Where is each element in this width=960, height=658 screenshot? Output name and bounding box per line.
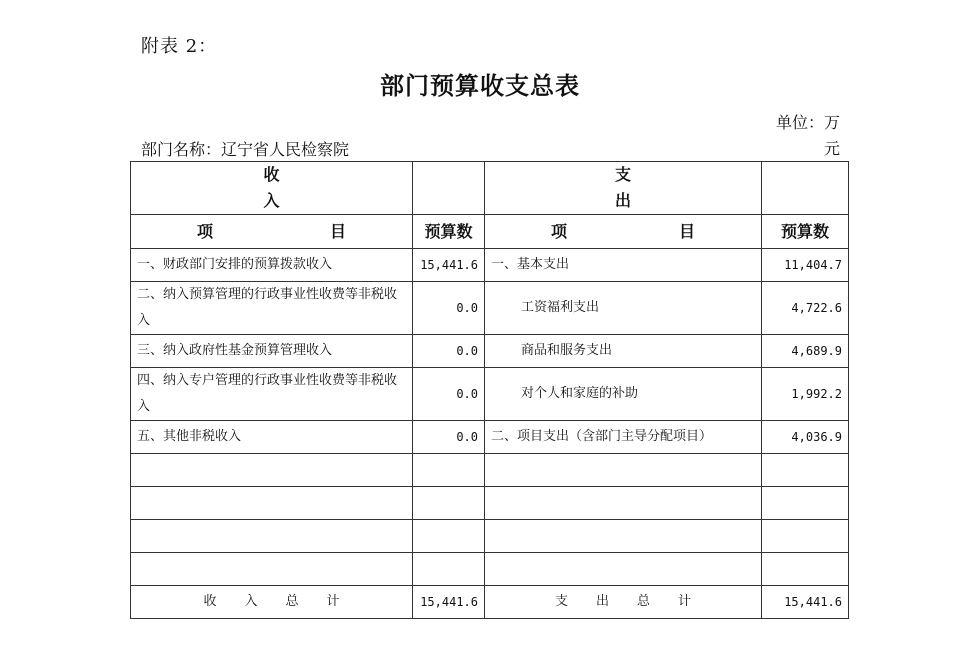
table-row	[131, 249, 849, 282]
income-value: 0.0	[413, 335, 485, 368]
expense-value: 4,722.6	[762, 282, 849, 335]
expense-budget-column-header: 预算数	[762, 215, 849, 249]
income-value: 0.0	[413, 282, 485, 335]
expense-item: 商品和服务支出	[485, 335, 762, 368]
expense-value: 1,992.2	[762, 368, 849, 421]
income-value: 15,441.6	[413, 249, 485, 282]
expense-total-value: 15,441.6	[762, 586, 849, 619]
table-row	[131, 368, 849, 421]
page-title: 部门预算收支总表	[380, 71, 580, 100]
attachment-label: 附表 2：	[141, 36, 218, 57]
expense-header: 支 出	[485, 162, 762, 215]
income-value: 0.0	[413, 421, 485, 454]
table-row	[131, 421, 849, 454]
column-header-row	[131, 215, 849, 249]
income-item: 三、纳入政府性基金预算管理收入	[131, 335, 413, 368]
expense-total-label: 支 出 总 计	[485, 586, 762, 619]
income-header: 收 入	[131, 162, 413, 215]
expense-item: 工资福利支出	[485, 282, 762, 335]
income-value: 0.0	[413, 368, 485, 421]
expense-item-column-header: 项 目	[485, 215, 762, 249]
budget-table	[130, 161, 849, 619]
empty-row	[131, 520, 849, 553]
income-item: 一、财政部门安排的预算拨款收入	[131, 249, 413, 282]
expense-value: 4,036.9	[762, 421, 849, 454]
expense-header-blank	[762, 162, 849, 215]
income-item: 二、纳入预算管理的行政事业性收费等非税收入	[131, 282, 413, 335]
income-item: 四、纳入专户管理的行政事业性收费等非税收入	[131, 368, 413, 421]
income-total-label: 收 入 总 计	[131, 586, 413, 619]
income-budget-column-header: 预算数	[413, 215, 485, 249]
expense-item: 一、基本支出	[485, 249, 762, 282]
department-name: 部门名称：辽宁省人民检察院	[141, 140, 350, 159]
unit-label: 单位：万元	[775, 113, 840, 158]
table-row	[131, 335, 849, 368]
empty-row	[131, 487, 849, 520]
income-item: 五、其他非税收入	[131, 421, 413, 454]
total-row	[131, 586, 849, 619]
empty-row	[131, 553, 849, 586]
income-total-value: 15,441.6	[413, 586, 485, 619]
table-row	[131, 282, 849, 335]
expense-item: 二、项目支出（含部门主导分配项目）	[485, 421, 762, 454]
expense-item: 对个人和家庭的补助	[485, 368, 762, 421]
income-item-column-header: 项 目	[131, 215, 413, 249]
section-header-row	[131, 162, 849, 215]
empty-row	[131, 454, 849, 487]
income-header-blank	[413, 162, 485, 215]
expense-value: 11,404.7	[762, 249, 849, 282]
expense-value: 4,689.9	[762, 335, 849, 368]
